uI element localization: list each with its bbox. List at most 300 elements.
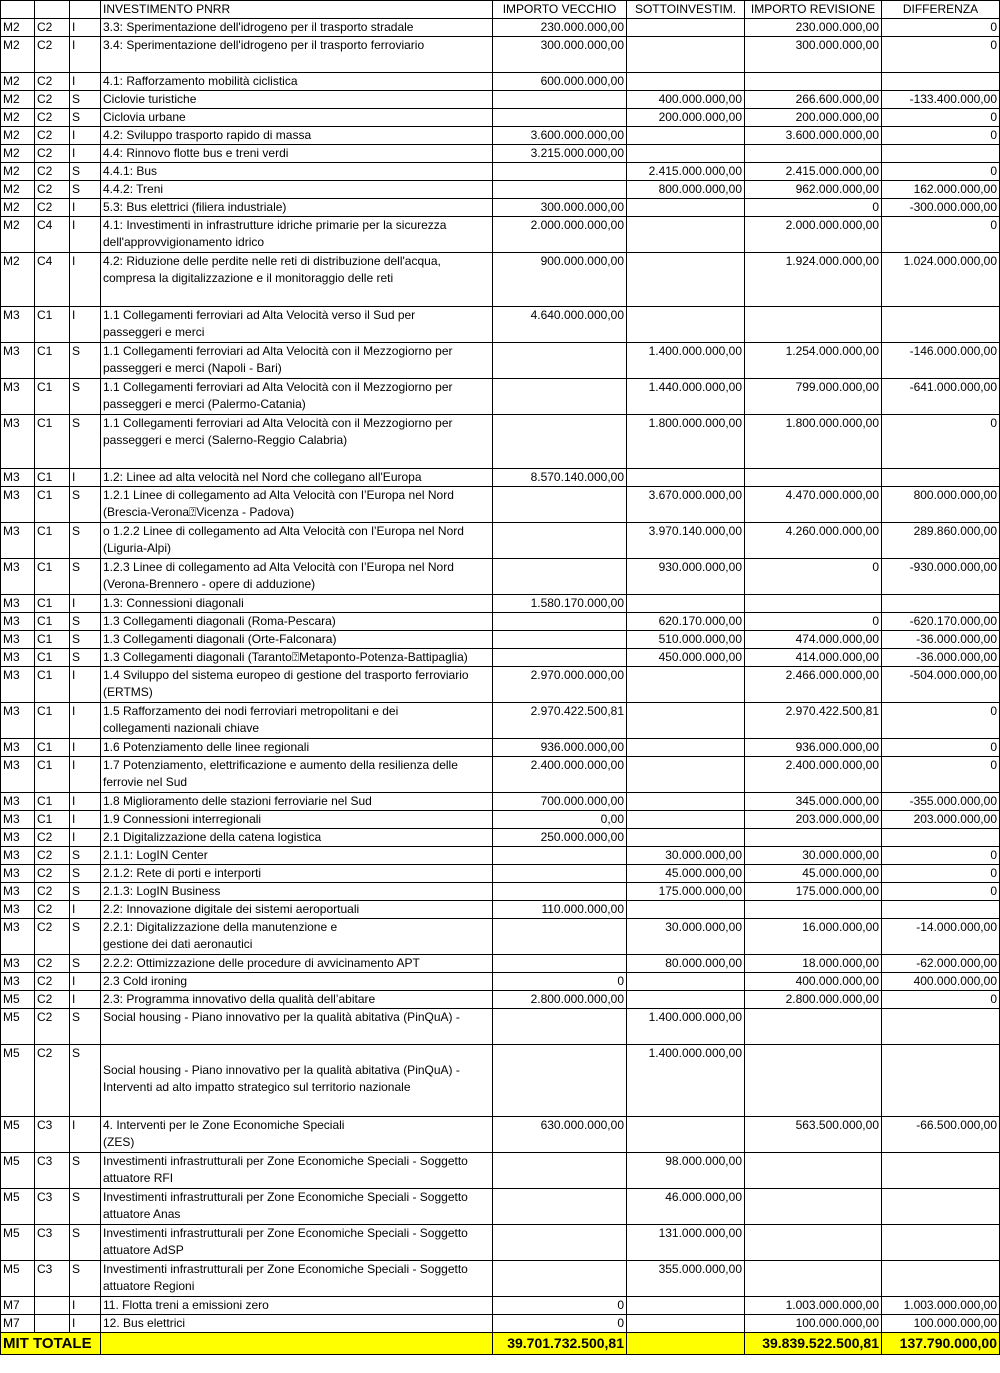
header-row — [1, 1, 1000, 19]
type-cell: I — [70, 469, 101, 487]
component-cell: C1 — [35, 559, 70, 595]
difference-amount: 0 — [882, 415, 1000, 469]
type-cell: I — [70, 217, 101, 253]
sub-investment-amount — [627, 73, 745, 91]
difference-amount: 162.000.000,00 — [882, 181, 1000, 199]
table-row — [1, 1225, 1000, 1261]
mission-cell: M3 — [1, 559, 35, 595]
revised-amount: 100.000.000,00 — [745, 1315, 882, 1333]
component-cell: C2 — [35, 919, 70, 955]
difference-amount: -146.000.000,00 — [882, 343, 1000, 379]
sub-investment-amount — [627, 469, 745, 487]
revised-amount: 400.000.000,00 — [745, 973, 882, 991]
old-amount: 0 — [493, 973, 627, 991]
total-label: MIT TOTALE — [1, 1333, 101, 1355]
revised-amount: 1.924.000.000,00 — [745, 253, 882, 307]
table-row — [1, 145, 1000, 163]
difference-amount: -355.000.000,00 — [882, 793, 1000, 811]
table-row — [1, 253, 1000, 307]
component-cell: C2 — [35, 145, 70, 163]
old-amount: 230.000.000,00 — [493, 19, 627, 37]
investment-name: 2.2.1: Digitalizzazione della manutenzione e gestione dei dati aeronautici — [101, 919, 493, 955]
type-cell: S — [70, 883, 101, 901]
revised-amount — [745, 829, 882, 847]
table-row — [1, 127, 1000, 145]
old-amount — [493, 1225, 627, 1261]
table-row — [1, 415, 1000, 469]
investment-name: 1.2: Linee ad alta velocità nel Nord che collegano all'Europa — [101, 469, 493, 487]
sub-investment-amount — [627, 199, 745, 217]
sub-investment-amount: 620.170.000,00 — [627, 613, 745, 631]
table-row — [1, 559, 1000, 595]
mission-cell: M2 — [1, 91, 35, 109]
difference-amount: -930.000.000,00 — [882, 559, 1000, 595]
investment-name: 2.1.1: LogIN Center — [101, 847, 493, 865]
component-cell: C1 — [35, 523, 70, 559]
type-cell: S — [70, 1153, 101, 1189]
component-cell: C4 — [35, 217, 70, 253]
type-cell: S — [70, 163, 101, 181]
old-amount — [493, 865, 627, 883]
revised-amount: 1.800.000.000,00 — [745, 415, 882, 469]
sub-investment-amount — [627, 1117, 745, 1153]
component-cell: C2 — [35, 199, 70, 217]
mission-cell: M2 — [1, 37, 35, 73]
type-cell: I — [70, 667, 101, 703]
investment-name: 2.2.2: Ottimizzazione delle procedure di avvicinamento APT — [101, 955, 493, 973]
investment-name: 4.4.1: Bus — [101, 163, 493, 181]
component-cell: C1 — [35, 667, 70, 703]
revised-amount: 200.000.000,00 — [745, 109, 882, 127]
component-cell: C3 — [35, 1117, 70, 1153]
table-row — [1, 865, 1000, 883]
investment-name: Ciclovia urbane — [101, 109, 493, 127]
mission-cell: M3 — [1, 919, 35, 955]
mission-cell: M2 — [1, 181, 35, 199]
header-mission — [1, 1, 35, 19]
component-cell: C2 — [35, 109, 70, 127]
mission-cell: M2 — [1, 109, 35, 127]
table-row — [1, 991, 1000, 1009]
sub-investment-amount — [627, 1315, 745, 1333]
sub-investment-amount: 2.415.000.000,00 — [627, 163, 745, 181]
old-amount: 1.580.170.000,00 — [493, 595, 627, 613]
sub-investment-amount: 1.800.000.000,00 — [627, 415, 745, 469]
mission-cell: M2 — [1, 73, 35, 91]
sub-investment-amount — [627, 127, 745, 145]
sub-investment-amount — [627, 217, 745, 253]
table-row — [1, 199, 1000, 217]
component-cell: C1 — [35, 703, 70, 739]
revised-amount: 0 — [745, 613, 882, 631]
type-cell: I — [70, 199, 101, 217]
mission-cell: M5 — [1, 1225, 35, 1261]
table-row — [1, 109, 1000, 127]
table-row — [1, 1117, 1000, 1153]
mission-cell: M3 — [1, 631, 35, 649]
investment-name: 2.3: Programma innovativo della qualità dell’abitare — [101, 991, 493, 1009]
mission-cell: M5 — [1, 1117, 35, 1153]
table-row — [1, 703, 1000, 739]
old-amount: 3.600.000.000,00 — [493, 127, 627, 145]
revised-amount: 414.000.000,00 — [745, 649, 882, 667]
old-amount: 2.800.000.000,00 — [493, 991, 627, 1009]
revised-amount: 16.000.000,00 — [745, 919, 882, 955]
component-cell: C2 — [35, 1009, 70, 1045]
sub-investment-amount — [627, 739, 745, 757]
component-cell: C1 — [35, 469, 70, 487]
sub-investment-amount — [627, 901, 745, 919]
difference-amount: -300.000.000,00 — [882, 199, 1000, 217]
component-cell: C2 — [35, 37, 70, 73]
investment-name: 4. Interventi per le Zone Economiche Speciali (ZES) — [101, 1117, 493, 1153]
table-row — [1, 649, 1000, 667]
revised-amount — [745, 1153, 882, 1189]
mission-cell: M3 — [1, 757, 35, 793]
old-amount — [493, 613, 627, 631]
revised-amount: 30.000.000,00 — [745, 847, 882, 865]
old-amount: 300.000.000,00 — [493, 199, 627, 217]
old-amount: 8.570.140.000,00 — [493, 469, 627, 487]
table-row — [1, 793, 1000, 811]
component-cell: C1 — [35, 613, 70, 631]
old-amount — [493, 847, 627, 865]
header-sub-investment: SOTTOINVESTIM. — [627, 1, 745, 19]
difference-amount — [882, 901, 1000, 919]
mission-cell: M2 — [1, 163, 35, 181]
sub-investment-amount: 1.400.000.000,00 — [627, 1009, 745, 1045]
component-cell: C2 — [35, 91, 70, 109]
component-cell: C1 — [35, 811, 70, 829]
old-amount: 936.000.000,00 — [493, 739, 627, 757]
old-amount: 2.400.000.000,00 — [493, 757, 627, 793]
type-cell: S — [70, 343, 101, 379]
component-cell: C3 — [35, 1189, 70, 1225]
revised-amount — [745, 1261, 882, 1297]
sub-investment-amount: 175.000.000,00 — [627, 883, 745, 901]
revised-amount: 175.000.000,00 — [745, 883, 882, 901]
investment-name: Social housing - Piano innovativo per la qualità abitativa (PinQuA) - Interventi ad alto impatto strategico sul territorio nazionale — [101, 1045, 493, 1117]
investment-name: 11. Flotta treni a emissioni zero — [101, 1297, 493, 1315]
type-cell: I — [70, 145, 101, 163]
type-cell: I — [70, 1315, 101, 1333]
difference-amount — [882, 145, 1000, 163]
sub-investment-amount — [627, 829, 745, 847]
old-amount — [493, 1153, 627, 1189]
difference-amount — [882, 307, 1000, 343]
mission-cell: M3 — [1, 523, 35, 559]
investment-name: 12. Bus elettrici — [101, 1315, 493, 1333]
revised-amount: 300.000.000,00 — [745, 37, 882, 73]
revised-amount: 3.600.000.000,00 — [745, 127, 882, 145]
sub-investment-amount — [627, 1297, 745, 1315]
old-amount — [493, 379, 627, 415]
investment-name: Investimenti infrastrutturali per Zone Economiche Speciali - Soggetto attuatore Anas — [101, 1189, 493, 1225]
sub-investment-amount — [627, 973, 745, 991]
mission-cell: M3 — [1, 739, 35, 757]
mission-cell: M3 — [1, 415, 35, 469]
investment-name: 1.1 Collegamenti ferroviari ad Alta Velocità con il Mezzogiorno per passeggeri e merci (Napoli - Bari) — [101, 343, 493, 379]
revised-amount: 2.466.000.000,00 — [745, 667, 882, 703]
revised-amount: 1.003.000.000,00 — [745, 1297, 882, 1315]
old-amount: 600.000.000,00 — [493, 73, 627, 91]
component-cell: C1 — [35, 595, 70, 613]
type-cell: S — [70, 919, 101, 955]
table-row — [1, 829, 1000, 847]
mission-cell: M2 — [1, 19, 35, 37]
investment-name: 1.2.3 Linee di collegamento ad Alta Velocità con l’Europa nel Nord (Verona-Brennero - opere di adduzione) — [101, 559, 493, 595]
sub-investment-amount: 98.000.000,00 — [627, 1153, 745, 1189]
revised-amount: 18.000.000,00 — [745, 955, 882, 973]
header-investment: INVESTIMENTO PNRR — [101, 1, 493, 19]
header-old-amount: IMPORTO VECCHIO — [493, 1, 627, 19]
revised-amount: 2.400.000.000,00 — [745, 757, 882, 793]
table-row — [1, 811, 1000, 829]
mission-cell: M2 — [1, 217, 35, 253]
type-cell: I — [70, 307, 101, 343]
revised-amount: 345.000.000,00 — [745, 793, 882, 811]
table-row — [1, 847, 1000, 865]
revised-amount: 45.000.000,00 — [745, 865, 882, 883]
difference-amount: 0 — [882, 163, 1000, 181]
mission-cell: M5 — [1, 991, 35, 1009]
investment-name: Investimenti infrastrutturali per Zone Economiche Speciali - Soggetto attuatore AdSP — [101, 1225, 493, 1261]
mission-cell: M2 — [1, 127, 35, 145]
difference-amount: -14.000.000,00 — [882, 919, 1000, 955]
old-amount: 700.000.000,00 — [493, 793, 627, 811]
investment-name: 1.4 Sviluppo del sistema europeo di gestione del trasporto ferroviario (ERTMS) — [101, 667, 493, 703]
investment-name: 1.3 Collegamenti diagonali (Roma-Pescara) — [101, 613, 493, 631]
sub-investment-amount — [627, 793, 745, 811]
sub-investment-amount: 510.000.000,00 — [627, 631, 745, 649]
table-row — [1, 469, 1000, 487]
revised-amount — [745, 1189, 882, 1225]
type-cell: S — [70, 865, 101, 883]
type-cell: S — [70, 847, 101, 865]
mission-cell: M3 — [1, 883, 35, 901]
sub-investment-amount: 930.000.000,00 — [627, 559, 745, 595]
sub-investment-amount — [627, 703, 745, 739]
revised-amount — [745, 595, 882, 613]
sub-investment-amount — [627, 595, 745, 613]
revised-amount — [745, 1225, 882, 1261]
investment-name: 4.1: Rafforzamento mobilità ciclistica — [101, 73, 493, 91]
type-cell: I — [70, 991, 101, 1009]
type-cell: S — [70, 487, 101, 523]
revised-amount: 1.254.000.000,00 — [745, 343, 882, 379]
difference-amount — [882, 73, 1000, 91]
difference-amount — [882, 1009, 1000, 1045]
type-cell: I — [70, 1117, 101, 1153]
sub-investment-amount: 131.000.000,00 — [627, 1225, 745, 1261]
type-cell: I — [70, 973, 101, 991]
mission-cell: M5 — [1, 1009, 35, 1045]
difference-amount: -641.000.000,00 — [882, 379, 1000, 415]
table-row — [1, 1153, 1000, 1189]
old-amount — [493, 1189, 627, 1225]
difference-amount: -133.400.000,00 — [882, 91, 1000, 109]
type-cell: I — [70, 37, 101, 73]
mission-cell: M5 — [1, 1189, 35, 1225]
type-cell: S — [70, 1045, 101, 1117]
table-row — [1, 919, 1000, 955]
header-revised-amount: IMPORTO REVISIONE — [745, 1, 882, 19]
type-cell: S — [70, 1261, 101, 1297]
header-component — [35, 1, 70, 19]
component-cell: C1 — [35, 343, 70, 379]
old-amount — [493, 343, 627, 379]
difference-amount: 400.000.000,00 — [882, 973, 1000, 991]
difference-amount: 203.000.000,00 — [882, 811, 1000, 829]
table-row — [1, 523, 1000, 559]
sub-investment-amount — [627, 307, 745, 343]
table-row — [1, 91, 1000, 109]
table-row — [1, 1009, 1000, 1045]
investment-name: 2.1.2: Rete di porti e interporti — [101, 865, 493, 883]
old-amount — [493, 181, 627, 199]
old-amount — [493, 631, 627, 649]
type-cell: S — [70, 379, 101, 415]
type-cell: I — [70, 19, 101, 37]
mission-cell: M3 — [1, 379, 35, 415]
component-cell: C3 — [35, 1261, 70, 1297]
old-amount — [493, 955, 627, 973]
sub-investment-amount: 80.000.000,00 — [627, 955, 745, 973]
revised-amount: 563.500.000,00 — [745, 1117, 882, 1153]
old-amount — [493, 1045, 627, 1117]
difference-amount: 0 — [882, 865, 1000, 883]
sub-investment-amount: 450.000.000,00 — [627, 649, 745, 667]
investment-name: 4.4.2: Treni — [101, 181, 493, 199]
revised-amount: 799.000.000,00 — [745, 379, 882, 415]
difference-amount: 1.003.000.000,00 — [882, 1297, 1000, 1315]
revised-amount: 2.415.000.000,00 — [745, 163, 882, 181]
mission-cell: M3 — [1, 595, 35, 613]
investment-name: 1.1 Collegamenti ferroviari ad Alta Velocità con il Mezzogiorno per passeggeri e merci (Salerno-Reggio Calabria) — [101, 415, 493, 469]
total-row — [1, 1333, 1000, 1355]
sub-investment-amount — [627, 145, 745, 163]
sub-investment-amount — [627, 667, 745, 703]
revised-amount — [745, 307, 882, 343]
revised-amount — [745, 73, 882, 91]
investment-name: 1.3: Connessioni diagonali — [101, 595, 493, 613]
type-cell: S — [70, 631, 101, 649]
difference-amount: -36.000.000,00 — [882, 631, 1000, 649]
investment-name: 1.1 Collegamenti ferroviari ad Alta Velocità con il Mezzogiorno per passeggeri e merci (Palermo-Catania) — [101, 379, 493, 415]
sub-investment-amount — [627, 991, 745, 1009]
revised-amount: 230.000.000,00 — [745, 19, 882, 37]
difference-amount: 0 — [882, 847, 1000, 865]
old-amount — [493, 415, 627, 469]
type-cell: I — [70, 757, 101, 793]
table-row — [1, 1045, 1000, 1117]
table-row — [1, 613, 1000, 631]
type-cell: I — [70, 73, 101, 91]
old-amount — [493, 109, 627, 127]
mission-cell: M5 — [1, 1045, 35, 1117]
table-row — [1, 631, 1000, 649]
table-row — [1, 901, 1000, 919]
mission-cell: M3 — [1, 901, 35, 919]
table-row — [1, 1315, 1000, 1333]
old-amount: 2.970.000.000,00 — [493, 667, 627, 703]
revised-amount: 266.600.000,00 — [745, 91, 882, 109]
table-row — [1, 1297, 1000, 1315]
component-cell — [35, 1315, 70, 1333]
type-cell: S — [70, 109, 101, 127]
old-amount — [493, 649, 627, 667]
old-amount: 900.000.000,00 — [493, 253, 627, 307]
sub-investment-amount: 46.000.000,00 — [627, 1189, 745, 1225]
mission-cell: M5 — [1, 1261, 35, 1297]
type-cell: S — [70, 955, 101, 973]
sub-investment-amount: 200.000.000,00 — [627, 109, 745, 127]
mission-cell: M3 — [1, 307, 35, 343]
difference-amount: 0 — [882, 991, 1000, 1009]
revised-amount — [745, 469, 882, 487]
investment-name: 1.2.1 Linee di collegamento ad Alta Velocità con l’Europa nel Nord (Brescia-Verona⍰Vicenza - Padova) — [101, 487, 493, 523]
mission-cell: M3 — [1, 613, 35, 631]
table-row — [1, 73, 1000, 91]
mission-cell: M3 — [1, 793, 35, 811]
type-cell: I — [70, 793, 101, 811]
old-amount: 4.640.000.000,00 — [493, 307, 627, 343]
old-amount — [493, 487, 627, 523]
table-row — [1, 973, 1000, 991]
component-cell: C2 — [35, 73, 70, 91]
type-cell: S — [70, 415, 101, 469]
investment-name: 1.5 Rafforzamento dei nodi ferroviari metropolitani e dei collegamenti nazionali chiave — [101, 703, 493, 739]
old-amount: 0 — [493, 1297, 627, 1315]
component-cell: C1 — [35, 487, 70, 523]
component-cell: C1 — [35, 757, 70, 793]
component-cell: C3 — [35, 1153, 70, 1189]
difference-amount: 0 — [882, 127, 1000, 145]
type-cell: S — [70, 1189, 101, 1225]
revised-amount — [745, 901, 882, 919]
investment-name: 3.3: Sperimentazione dell'idrogeno per il trasporto stradale — [101, 19, 493, 37]
mission-cell: M3 — [1, 865, 35, 883]
mission-cell: M3 — [1, 973, 35, 991]
type-cell: S — [70, 181, 101, 199]
investment-name: Social housing - Piano innovativo per la qualità abitativa (PinQuA) - — [101, 1009, 493, 1045]
sub-investment-amount — [627, 37, 745, 73]
type-cell: I — [70, 127, 101, 145]
mission-cell: M3 — [1, 343, 35, 379]
table-row — [1, 37, 1000, 73]
mission-cell: M3 — [1, 811, 35, 829]
old-amount: 630.000.000,00 — [493, 1117, 627, 1153]
revised-amount: 936.000.000,00 — [745, 739, 882, 757]
difference-amount: -504.000.000,00 — [882, 667, 1000, 703]
table-row — [1, 19, 1000, 37]
difference-amount: 0 — [882, 757, 1000, 793]
investment-name: o 1.2.2 Linee di collegamento ad Alta Velocità con l’Europa nel Nord (Liguria-Alpi) — [101, 523, 493, 559]
header-difference: DIFFERENZA — [882, 1, 1000, 19]
table-row — [1, 307, 1000, 343]
table-row — [1, 883, 1000, 901]
investment-name: 5.3: Bus elettrici (filiera industriale) — [101, 199, 493, 217]
mission-cell: M3 — [1, 487, 35, 523]
table-row — [1, 739, 1000, 757]
revised-amount: 0 — [745, 199, 882, 217]
old-amount — [493, 883, 627, 901]
type-cell: S — [70, 523, 101, 559]
old-amount: 2.970.422.500,81 — [493, 703, 627, 739]
revised-amount — [745, 1045, 882, 1117]
investment-name: 1.1 Collegamenti ferroviari ad Alta Velocità verso il Sud per passeggeri e merci — [101, 307, 493, 343]
old-amount — [493, 523, 627, 559]
